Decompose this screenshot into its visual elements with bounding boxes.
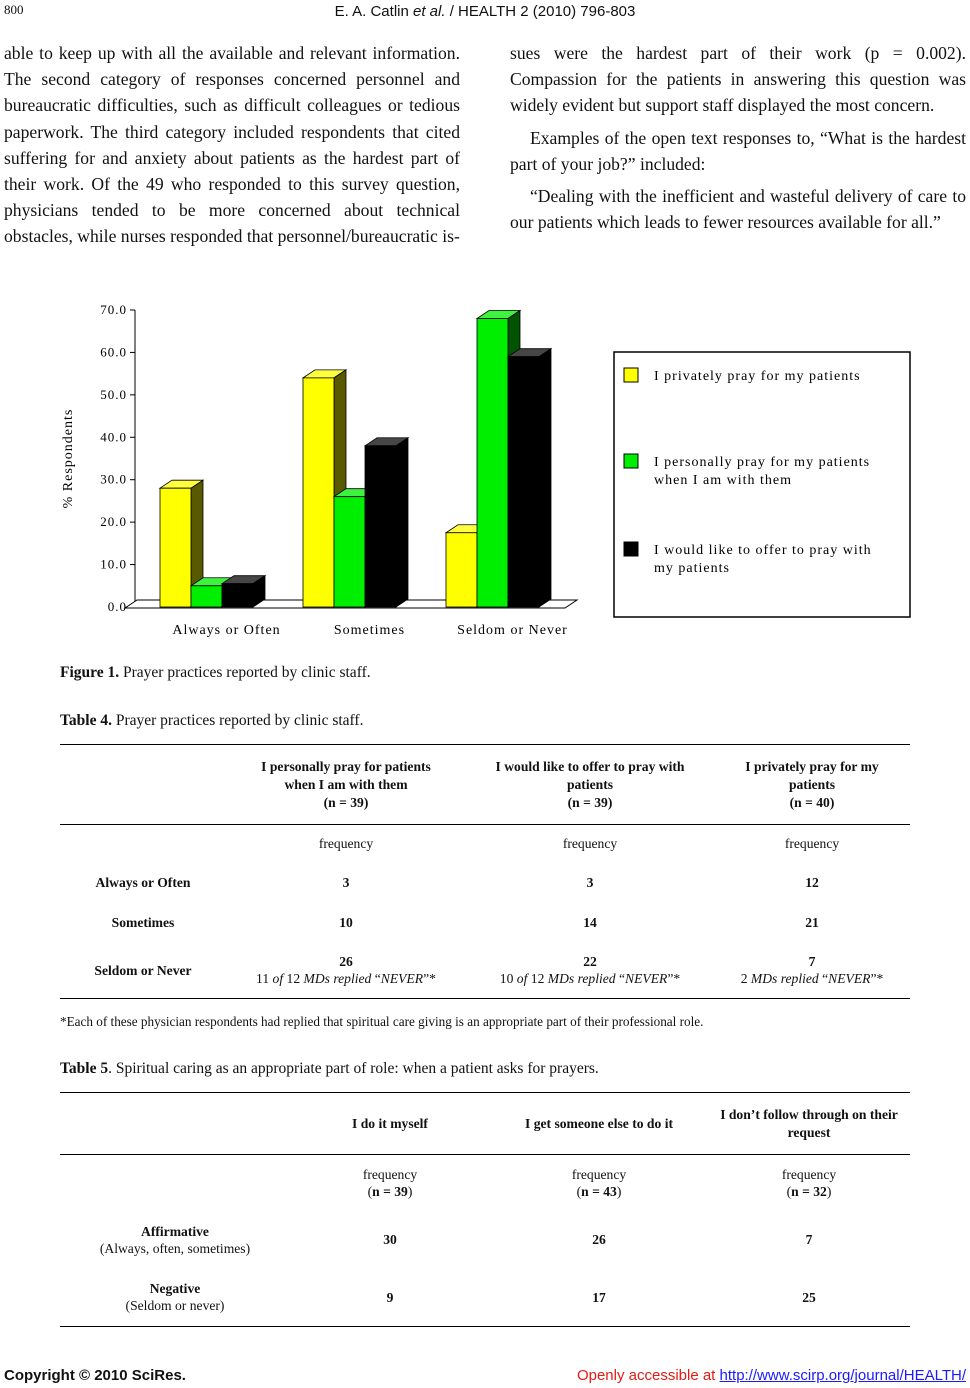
table-row xyxy=(60,903,910,943)
right-paragraph-2: Examples of the open text responses to, “What is the hardest part of your job?” included: xyxy=(510,127,966,174)
table-cell: frequency xyxy=(562,836,618,852)
bar xyxy=(508,357,539,607)
y-tick-label: 20.0 xyxy=(100,514,127,530)
bar-side xyxy=(539,349,551,607)
legend-label: I privately pray for my patients xyxy=(654,369,861,384)
table-5-caption: Table 5. Spiritual caring as an appropriate part of role: when a patient asks for prayers. xyxy=(60,1060,599,1077)
bar xyxy=(446,533,477,607)
right-column xyxy=(510,40,966,241)
table-cell: 9 xyxy=(386,1289,394,1305)
table-5 xyxy=(60,1092,910,1327)
left-paragraph: able to keep up with all the available and relevant information. The second category of responses concerned personnel and bureaucratic difficulties, such as difficult colleagues or tedious paperwork. The third category included respondents that cited suffering for and anxiety about patients as the hardest part of their work. Of the 49 who responded to this survey question, physicians tended to be more concerned about technical obstacles, while nurses responded that personnel/bureaucratic is- xyxy=(4,43,460,247)
y-tick-label: 0.0 xyxy=(107,599,127,614)
bar-chart-svg xyxy=(40,298,920,648)
table-cell: 30 xyxy=(383,1232,397,1247)
table-cell: frequency (n = 39) xyxy=(362,1166,418,1199)
y-tick-label: 30.0 xyxy=(100,471,127,487)
journal-link[interactable]: http://www.scirp.org/journal/HEALTH/ xyxy=(719,1367,966,1384)
table-cell: 3 xyxy=(342,875,350,890)
legend-swatch xyxy=(624,454,638,468)
table-cell: frequency xyxy=(784,836,840,852)
running-title: E. A. Catlin et al. / HEALTH 2 (2010) 796-803 xyxy=(334,3,636,20)
bar xyxy=(160,488,191,607)
page-number: 800 xyxy=(4,2,24,17)
bar xyxy=(222,584,253,607)
table-4-header-row xyxy=(60,745,910,825)
open-access-notice: Openly accessible at http://www.scirp.org/journal/HEALTH/ xyxy=(576,1367,966,1384)
table-cell: frequency xyxy=(318,836,374,852)
table-row xyxy=(60,1269,910,1327)
row-label: Always or Often xyxy=(95,875,191,890)
table-5-header-empty xyxy=(60,1093,290,1155)
table-row xyxy=(60,1211,910,1269)
x-tick-label: Seldom or Never xyxy=(457,623,568,638)
table-cell: 7 2 MDs replied “NEVER”* xyxy=(740,954,884,987)
table-cell: 26 xyxy=(592,1232,606,1247)
table-cell: 12 xyxy=(805,875,819,890)
legend-label: when I am with them xyxy=(654,473,792,488)
table-4-header: I privately pray for my patients (n = 40) xyxy=(745,758,879,810)
y-tick-label: 50.0 xyxy=(100,386,127,402)
table-4-header-empty xyxy=(60,745,226,825)
row-label: Affirmative (Always, often, sometimes) xyxy=(99,1223,251,1256)
table-4-header: I would like to offer to pray with patients (n = 39) xyxy=(495,758,685,810)
table-4 xyxy=(60,744,910,999)
table-cell: 3 xyxy=(586,875,594,890)
table-row xyxy=(60,943,910,999)
table-cell: 21 xyxy=(805,915,819,930)
table-cell: 7 xyxy=(805,1232,813,1247)
table-4-caption: Table 4. Prayer practices reported by clinic staff. xyxy=(60,712,364,729)
table-5-header: I get someone else to do it xyxy=(525,1115,673,1131)
legend-label: I would like to offer to pray with xyxy=(654,543,872,558)
table-4-header: I personally pray for patients when I am with them (n = 39) xyxy=(261,758,431,810)
y-tick-label: 10.0 xyxy=(100,556,127,572)
bar xyxy=(365,446,396,607)
bar xyxy=(303,378,334,607)
bar xyxy=(191,586,222,607)
row-label: Seldom or Never xyxy=(94,962,192,978)
bar xyxy=(477,318,508,607)
table-4-footnote: *Each of these physician respondents had replied that spiritual care giving is an appropriate part of their professional role. xyxy=(60,1014,704,1029)
table-cell: 25 xyxy=(802,1289,816,1305)
row-label: Negative (Seldom or never) xyxy=(125,1281,225,1314)
x-tick-label: Always or Often xyxy=(172,623,281,638)
table-5-header-row xyxy=(60,1093,910,1155)
figure-1-chart xyxy=(40,298,920,648)
legend-swatch xyxy=(624,542,638,556)
legend-label: I personally pray for my patients xyxy=(654,455,871,470)
copyright-notice: Copyright © 2010 SciRes. xyxy=(4,1367,186,1384)
table-5-header: I do it myself xyxy=(352,1115,428,1131)
left-column xyxy=(4,40,460,256)
table-cell: frequency (n = 43) xyxy=(571,1166,627,1199)
table-row xyxy=(60,863,910,903)
right-paragraph-1: sues were the hardest part of their work (p = 0.002). Compassion for the patients in answering this question was widely evident but support staff displayed the most concern. xyxy=(510,43,966,116)
table-row xyxy=(60,825,910,863)
y-tick-label: 60.0 xyxy=(100,344,127,360)
y-tick-label: 70.0 xyxy=(100,302,127,317)
bar-side xyxy=(396,438,408,607)
table-row xyxy=(60,1155,910,1211)
table-5-header: I don’t follow through on their request xyxy=(720,1106,898,1140)
table-cell: frequency (n = 32) xyxy=(781,1166,837,1199)
table-cell: 22 10 of 12 MDs replied “NEVER”* xyxy=(499,954,681,987)
bar xyxy=(334,497,365,607)
legend-label: my patients xyxy=(654,561,730,576)
figure-1-caption: Figure 1. Prayer practices reported by clinic staff. xyxy=(60,664,371,681)
legend-swatch xyxy=(624,368,638,382)
right-paragraph-3: “Dealing with the inefficient and wasteful delivery of care to our patients which leads to fewer resources available for all.” xyxy=(510,186,966,233)
x-tick-label: Sometimes xyxy=(333,623,406,638)
table-cell: 14 xyxy=(583,915,597,930)
table-cell: 17 xyxy=(592,1289,606,1305)
table-cell: 10 xyxy=(339,915,353,930)
table-cell: 26 11 of 12 MDs replied “NEVER”* xyxy=(256,954,436,987)
row-label: Sometimes xyxy=(111,915,175,930)
y-tick-label: 40.0 xyxy=(100,429,127,445)
y-axis-title: % Respondents xyxy=(61,408,76,509)
